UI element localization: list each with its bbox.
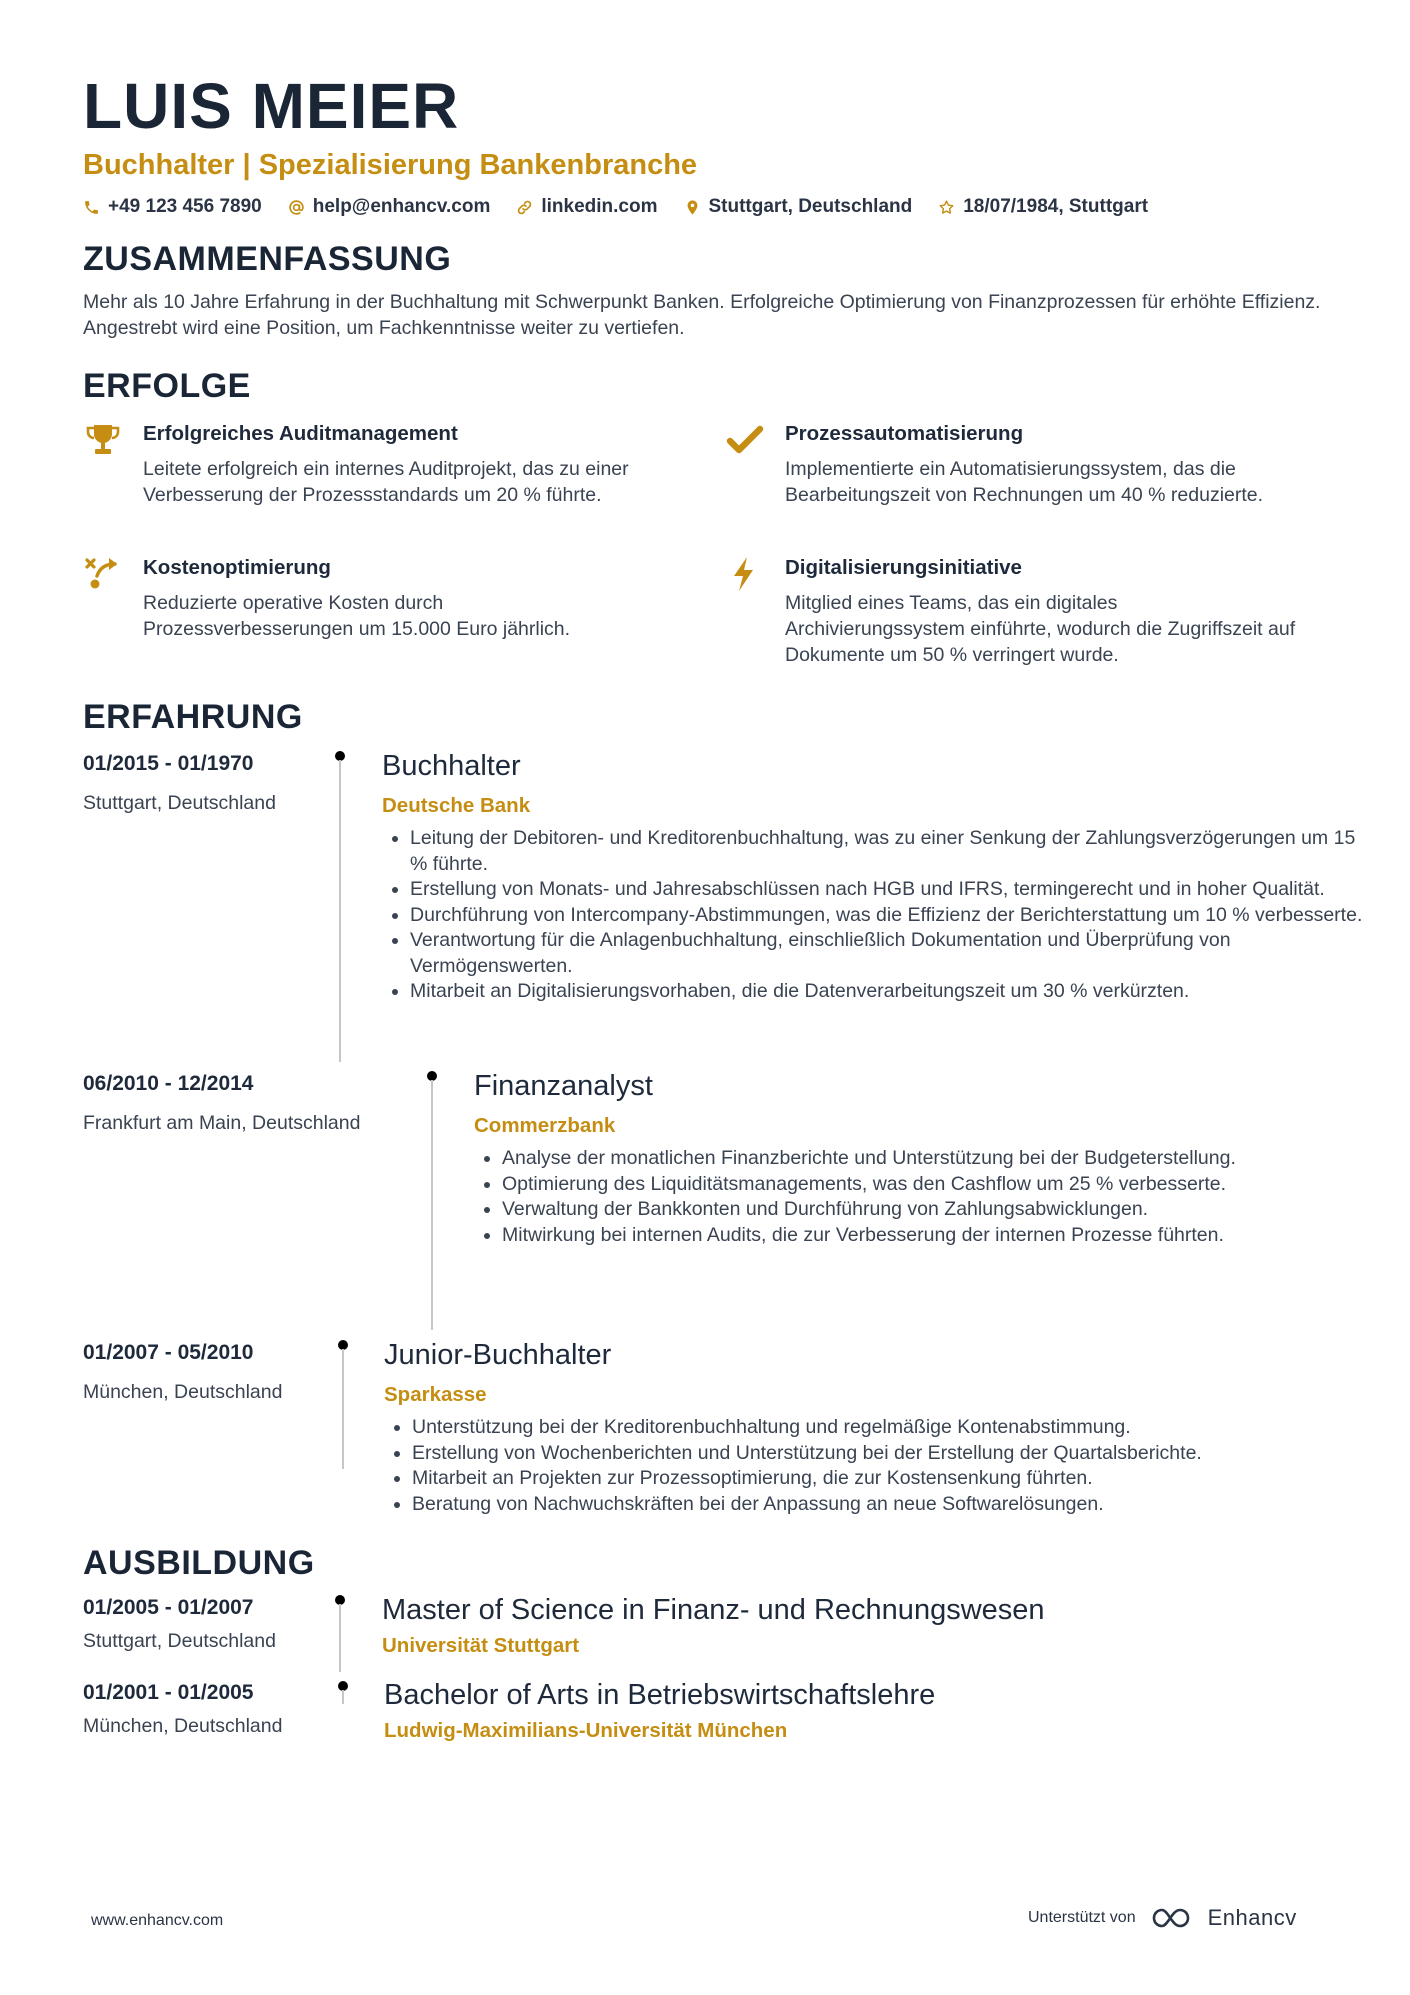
edu-degree: Master of Science in Finanz- und Rechnungswesen [382, 1594, 1045, 1626]
enhancv-logo-icon [1148, 1904, 1196, 1932]
job-role: Buchhalter [382, 750, 521, 782]
job-bullet: • Mitarbeit an Digitalisierungsvorhaben, die die Datenverarbeitungszeit um 30 % verkürzten. [410, 979, 1370, 1005]
contact-location [684, 196, 913, 218]
job-role: Junior-Buchhalter [384, 1339, 612, 1371]
job-dates: 06/2010 - 12/2014 [83, 1072, 254, 1095]
summary-title: ZUSAMMENFASSUNG [83, 240, 452, 278]
edu-school: Ludwig-Maximilians-Universität München [384, 1719, 788, 1742]
link-icon [516, 199, 533, 216]
job-bullets [382, 826, 1370, 1005]
lightning-icon [725, 554, 765, 594]
job-bullet: • Verwaltung der Bankkonten und Durchführung von Zahlungsabwicklungen. [502, 1197, 1302, 1223]
job-bullets [474, 1146, 1302, 1248]
footer-brand: Enhancv [1207, 1905, 1297, 1930]
contact-location-text: Stuttgart, Deutschland [708, 196, 913, 217]
headline: Buchhalter | Spezialisierung Bankenbranche [83, 149, 698, 181]
contact-birth [938, 196, 1148, 218]
job-bullet: • Erstellung von Monats- und Jahresabschlüssen nach HGB und IFRS, termingerecht und in hoher Qualität. [410, 877, 1370, 903]
contact-bar [83, 196, 1333, 218]
contact-phone-text: +49 123 456 7890 [108, 196, 262, 217]
achievement-desc: Implementierte ein Automatisierungssystem, das die Bearbeitungszeit von Rechnungen um 40 % reduzierte. [785, 458, 1264, 506]
footer-website[interactable]: www.enhancv.com [91, 1912, 224, 1929]
edu-dates: 01/2005 - 01/2007 [83, 1596, 254, 1619]
summary-text: Mehr als 10 Jahre Erfahrung in der Buchhaltung mit Schwerpunkt Banken. Erfolgreiche Optimierung von Finanzprozessen für erhöhte Effizienz. Angestrebt wird eine Position, um Fachkenntnisse weiter zu vertiefen. [83, 291, 1321, 339]
job-location: Stuttgart, Deutschland [83, 792, 276, 814]
job-bullet: • Durchführung von Intercompany-Abstimmungen, was die Effizienz der Berichterstattung um 10 % verbesserte. [410, 903, 1370, 929]
checkmark-icon [725, 420, 765, 460]
achievement-desc: Leitete erfolgreich ein internes Auditprojekt, das zu einer Verbesserung der Prozessstandards um 20 % führte. [143, 458, 629, 506]
achievement-desc: Mitglied eines Teams, das ein digitales Archivierungssystem einführte, wodurch die Zugriffszeit auf Dokumente um 50 % verringert wurde. [785, 592, 1296, 666]
achievement-desc: Reduzierte operative Kosten durch Prozessverbesserungen um 15.000 Euro jährlich. [143, 592, 571, 640]
achievement-title: Erfolgreiches Auditmanagement [143, 422, 458, 445]
timeline-line [431, 1080, 433, 1330]
job-bullet: • Mitarbeit an Projekten zur Prozessoptimierung, die zur Kostensenkung führten. [412, 1466, 1372, 1492]
job-company: Commerzbank [474, 1114, 616, 1137]
job-company: Sparkasse [384, 1383, 487, 1406]
contact-birth-text: 18/07/1984, Stuttgart [963, 196, 1149, 217]
job-bullet: • Erstellung von Wochenberichten und Unterstützung bei der Erstellung der Quartalsberichte. [412, 1441, 1372, 1467]
achievements-grid [83, 420, 1333, 675]
contact-linkedin-text: linkedin.com [541, 196, 658, 217]
job-bullet: • Unterstützung bei der Kreditorenbuchhaltung und regelmäßige Kontenabstimmung. [412, 1415, 1372, 1441]
timeline-line [342, 1349, 344, 1469]
at-icon [288, 199, 305, 216]
contact-email-text: help@enhancv.com [312, 196, 491, 217]
footer-branding [1028, 1904, 1297, 1932]
edu-dates: 01/2001 - 01/2005 [83, 1681, 254, 1704]
phone-icon [83, 199, 100, 216]
footer-powered-by: Unterstützt von [1028, 1909, 1136, 1926]
contact-email[interactable] [288, 196, 491, 218]
edu-degree: Bachelor of Arts in Betriebswirtschaftslehre [384, 1679, 936, 1711]
job-role: Finanzanalyst [474, 1070, 653, 1102]
location-pin-icon [684, 199, 701, 216]
edu-school: Universität Stuttgart [382, 1634, 580, 1657]
achievement-title: Digitalisierungsinitiative [785, 556, 1022, 579]
achievement-title: Kostenoptimierung [143, 556, 331, 579]
timeline-line [339, 760, 341, 1062]
edu-location: Stuttgart, Deutschland [83, 1630, 276, 1652]
contact-linkedin[interactable] [516, 196, 657, 218]
job-location: München, Deutschland [83, 1381, 283, 1403]
strategy-arrow-icon [83, 554, 123, 594]
experience-title: ERFAHRUNG [83, 698, 303, 736]
contact-phone[interactable] [83, 196, 262, 218]
job-bullet: • Analyse der monatlichen Finanzberichte und Unterstützung bei der Budgeterstellung. [502, 1146, 1302, 1172]
timeline-line [339, 1604, 341, 1672]
job-dates: 01/2015 - 01/1970 [83, 752, 254, 775]
candidate-name: LUIS MEIER [83, 70, 460, 142]
star-icon [938, 199, 955, 216]
job-location: Frankfurt am Main, Deutschland [83, 1112, 361, 1134]
edu-location: München, Deutschland [83, 1715, 283, 1737]
job-bullet: • Mitwirkung bei internen Audits, die zur Verbesserung der internen Prozesse führten. [502, 1223, 1302, 1249]
job-bullets [384, 1415, 1372, 1517]
job-bullet: • Leitung der Debitoren- und Kreditorenbuchhaltung, was zu einer Senkung der Zahlungsverzögerungen um 15 % führte. [410, 826, 1370, 877]
education-title: AUSBILDUNG [83, 1544, 315, 1582]
job-bullet: • Verantwortung für die Anlagenbuchhaltung, einschließlich Dokumentation und Überprüfung von Vermögenswerten. [410, 928, 1370, 979]
job-dates: 01/2007 - 05/2010 [83, 1341, 254, 1364]
achievement-title: Prozessautomatisierung [785, 422, 1024, 445]
achievements-title: ERFOLGE [83, 367, 251, 405]
resume-page [83, 70, 1333, 675]
job-bullet: • Optimierung des Liquiditätsmanagements, was den Cashflow um 25 % verbesserte. [502, 1172, 1302, 1198]
job-bullet: • Beratung von Nachwuchskräften bei der Anpassung an neue Softwarelösungen. [412, 1492, 1372, 1518]
trophy-icon [83, 420, 123, 460]
timeline-line [342, 1690, 344, 1704]
job-company: Deutsche Bank [382, 794, 531, 817]
